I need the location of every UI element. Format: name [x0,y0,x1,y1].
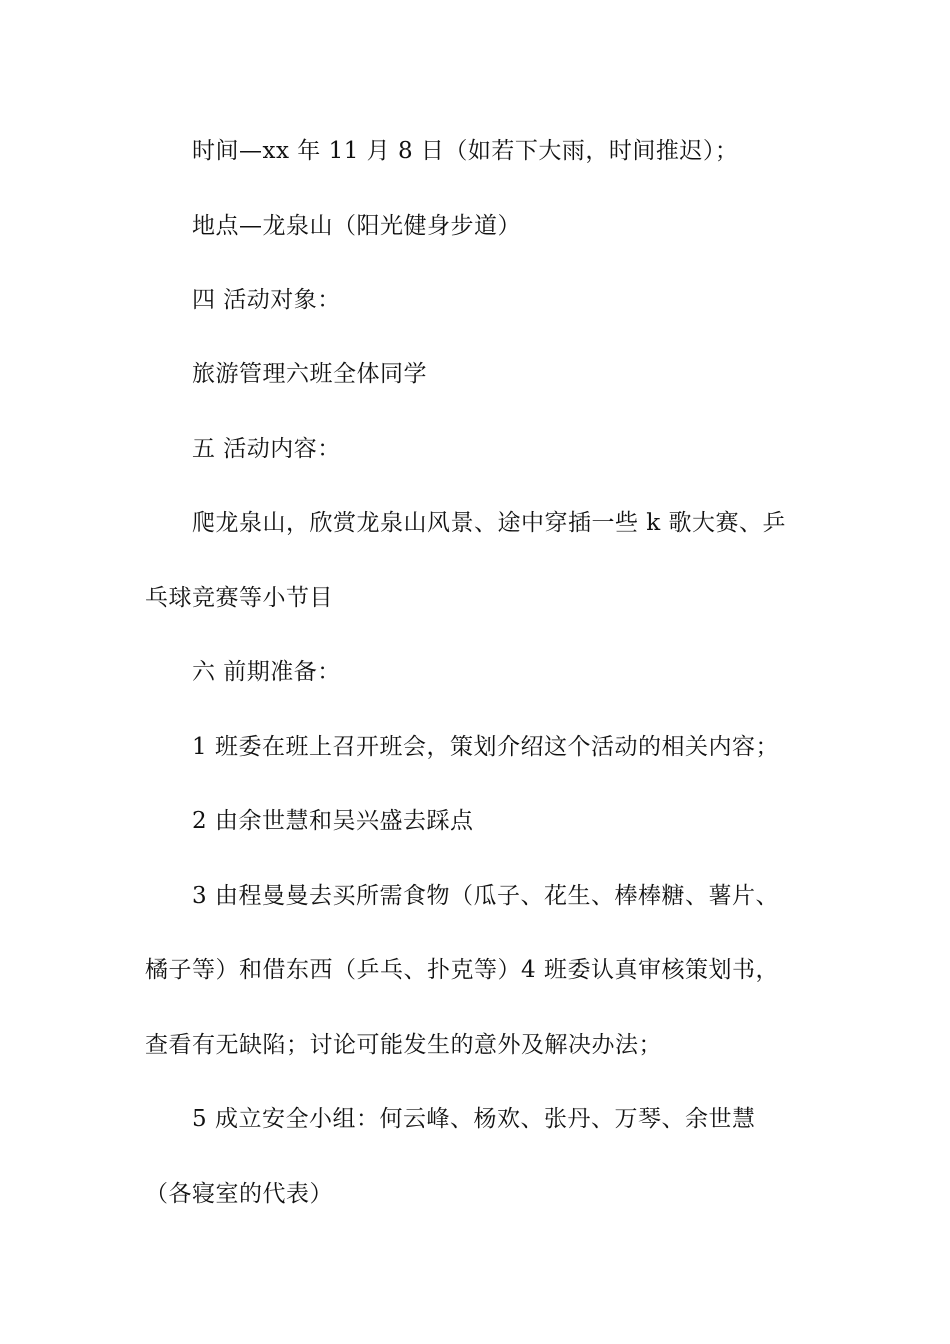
content-line-2: 乓球竞赛等小节目 [145,585,333,611]
content-line-1: 爬龙泉山，欣赏龙泉山风景、途中穿插一些 k 歌大赛、乒 [192,510,787,536]
preparation-item-1: 1 班委在班上召开班会，策划介绍这个活动的相关内容； [192,734,779,760]
section-heading-participants: 四 活动对象： [192,287,341,313]
participants-line: 旅游管理六班全体同学 [192,361,427,387]
preparation-item-5-line-1: 5 成立安全小组：何云峰、杨欢、张丹、万琴、余世慧 [192,1106,756,1132]
preparation-item-2: 2 由余世慧和吴兴盛去踩点 [192,808,474,834]
preparation-item-3-line-2: 橘子等）和借东西（乒乓、扑克等）4 班委认真审核策划书， [145,957,779,983]
preparation-item-5-line-2: （各寝室的代表） [145,1181,333,1207]
preparation-item-3-line-1: 3 由程曼曼去买所需食物（瓜子、花生、棒棒糖、薯片、 [192,883,779,909]
location-line: 地点—龙泉山（阳光健身步道） [192,213,521,239]
section-heading-preparation: 六 前期准备： [192,659,341,685]
preparation-item-4-line: 查看有无缺陷；讨论可能发生的意外及解决办法； [145,1032,662,1058]
section-heading-content: 五 活动内容： [192,436,341,462]
time-line: 时间—xx 年 11 月 8 日（如若下大雨，时间推迟）； [192,138,739,164]
